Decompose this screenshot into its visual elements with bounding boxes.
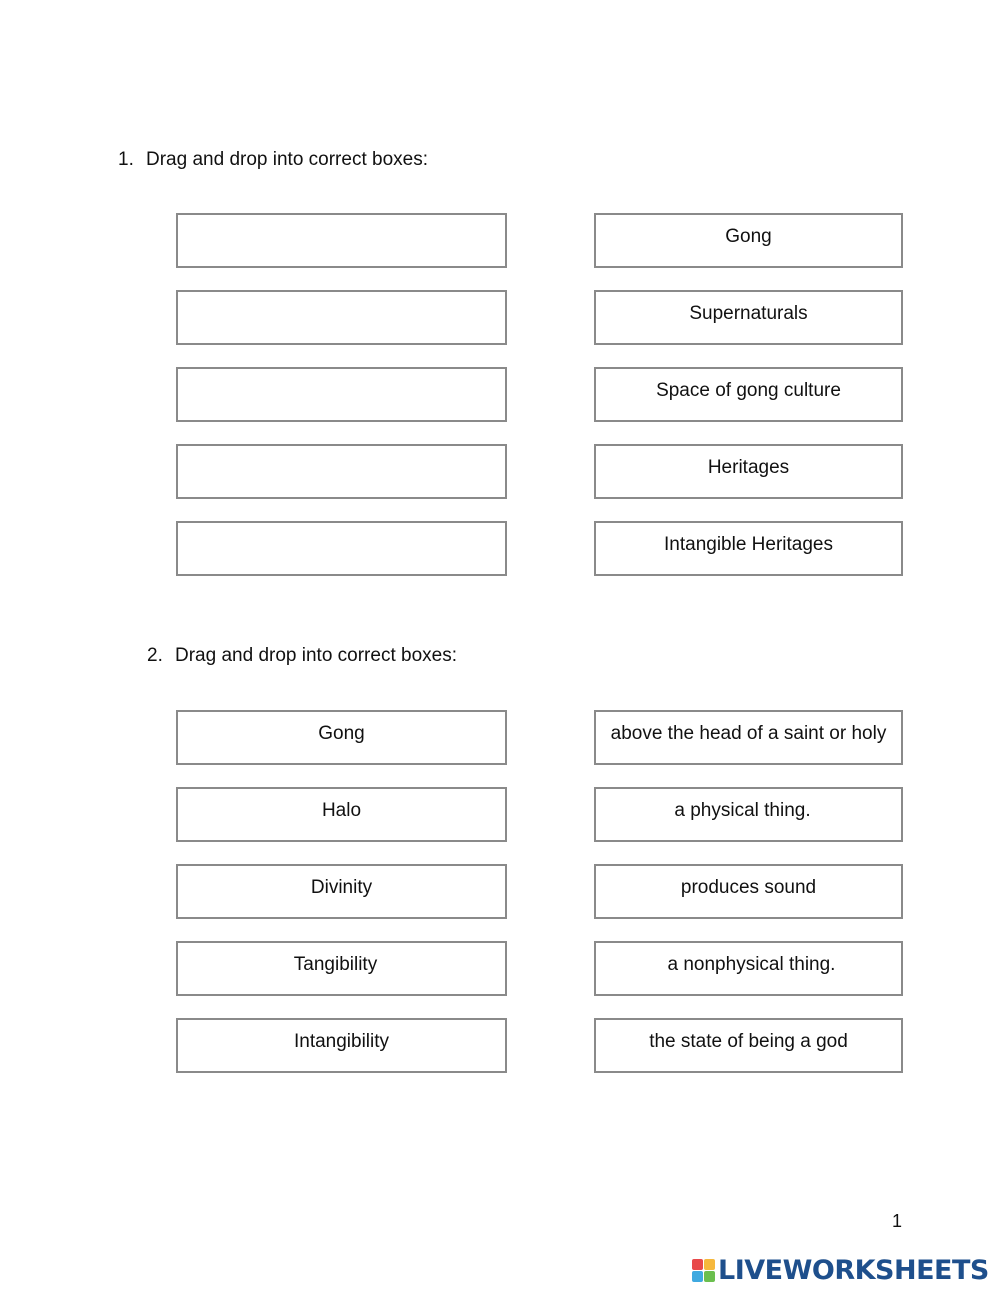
answer-box-q1-3[interactable]: Space of gong culture <box>594 367 903 422</box>
question-2-title <box>147 645 457 667</box>
definition-box-q2-4[interactable]: a nonphysical thing. <box>594 941 903 996</box>
drop-box-q1-4[interactable] <box>176 444 507 499</box>
question-2-prompt: Drag and drop into correct boxes: <box>175 645 457 666</box>
question-1-prompt: Drag and drop into correct boxes: <box>146 149 428 170</box>
page-number: 1 <box>892 1211 903 1231</box>
liveworksheets-logo <box>692 1254 989 1286</box>
drop-box-q1-1[interactable] <box>176 213 507 268</box>
answer-box-q1-1[interactable]: Gong <box>594 213 903 268</box>
definition-box-q2-2[interactable]: a physical thing. <box>594 787 903 842</box>
question-1-number: 1. <box>118 149 134 170</box>
liveworksheets-brand: LIVEWORKSHEETS <box>718 1254 989 1286</box>
definition-box-q2-3[interactable]: produces sound <box>594 864 903 919</box>
drop-box-q1-3[interactable] <box>176 367 507 422</box>
term-box-q2-1[interactable]: Gong <box>176 710 507 765</box>
answer-box-q1-5[interactable]: Intangible Heritages <box>594 521 903 576</box>
term-box-q2-3[interactable]: Divinity <box>176 864 507 919</box>
question-1-title <box>118 149 428 171</box>
definition-box-q2-5[interactable]: the state of being a god <box>594 1018 903 1073</box>
drop-box-q1-2[interactable] <box>176 290 507 345</box>
term-box-q2-4[interactable]: Tangibility <box>176 941 507 996</box>
drop-box-q1-5[interactable] <box>176 521 507 576</box>
term-box-q2-5[interactable]: Intangibility <box>176 1018 507 1073</box>
definition-box-q2-1[interactable]: above the head of a saint or holy <box>594 710 903 765</box>
term-box-q2-2[interactable]: Halo <box>176 787 507 842</box>
liveworksheets-logo-icon <box>692 1259 715 1282</box>
answer-box-q1-2[interactable]: Supernaturals <box>594 290 903 345</box>
answer-box-q1-4[interactable]: Heritages <box>594 444 903 499</box>
question-2-number: 2. <box>147 645 163 666</box>
